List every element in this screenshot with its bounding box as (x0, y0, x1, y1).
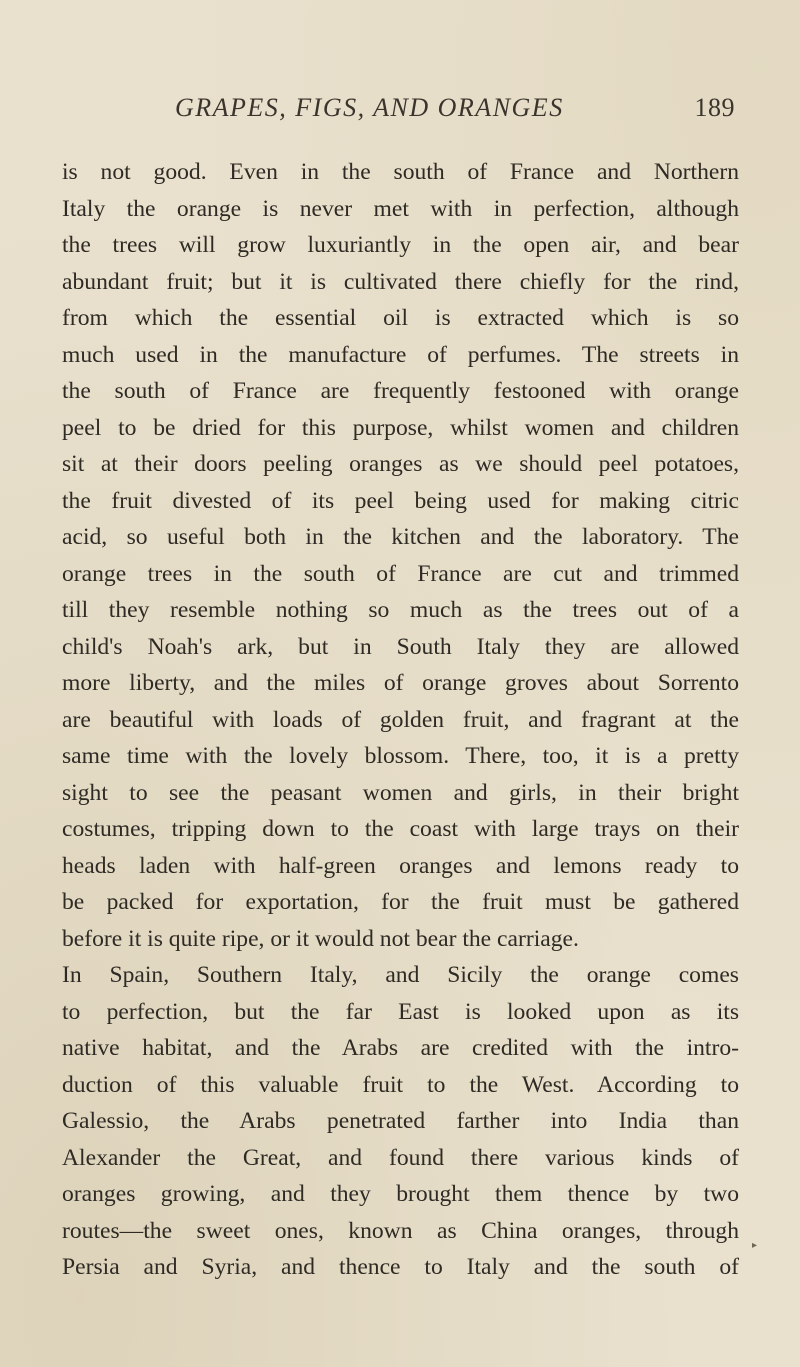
text-line: duction of this valuable fruit to the West. According to (62, 1071, 739, 1098)
paragraph-start-line: In Spain, Southern Italy, and Sicily the orange comes (62, 962, 739, 988)
text-line: orange trees in the south of France are cut and trimmed (62, 560, 739, 587)
text-line: from which the essential oil is extracted which is so (62, 305, 739, 331)
text-line: the fruit divested of its peel being used for making citric (62, 487, 739, 514)
text-line: are beautiful with loads of golden fruit, and fragrant at the (62, 706, 739, 733)
text-line: be packed for exportation, for the fruit must be gathered (62, 889, 739, 915)
text-line: the south of France are frequently festooned with orange (62, 378, 739, 404)
text-line: heads laden with half-green oranges and lemons ready to (62, 852, 739, 879)
text-line: more liberty, and the miles of orange groves about Sorrento (62, 670, 739, 696)
body-text (62, 154, 739, 1286)
text-line: to perfection, but the far East is looked upon as its (62, 998, 739, 1025)
text-line: much used in the manufacture of perfumes. The streets in (62, 341, 739, 368)
text-line: oranges growing, and they brought them thence by two (62, 1181, 739, 1207)
text-line: Alexander the Great, and found there various kinds of (62, 1144, 739, 1171)
text-line: is not good. Even in the south of France and Northern (62, 159, 739, 185)
text-line: sit at their doors peeling oranges as we should peel potatoes, (62, 451, 739, 477)
text-line: peel to be dried for this purpose, whilst women and children (62, 414, 739, 441)
text-line: abundant fruit; but it is cultivated there chiefly for the rind, (62, 268, 739, 295)
page-number: 189 (694, 93, 735, 122)
text-line: acid, so useful both in the kitchen and the laboratory. The (62, 524, 739, 550)
text-line: native habitat, and the Arabs are credited with the intro- (62, 1035, 739, 1061)
text-line: same time with the lovely blossom. There, too, it is a pretty (62, 743, 739, 769)
text-line: costumes, tripping down to the coast with large trays on their (62, 816, 739, 842)
text-line: the trees will grow luxuriantly in the open air, and bear (62, 232, 739, 258)
running-head (175, 93, 735, 133)
text-line: Persia and Syria, and thence to Italy and the south of (62, 1254, 739, 1280)
margin-mark-icon: ▸ (752, 1240, 758, 1251)
text-line: Galessio, the Arabs penetrated farther into India than (62, 1108, 739, 1134)
text-line: before it is quite ripe, or it would not bear the carriage. (62, 925, 579, 952)
text-line: Italy the orange is never met with in perfection, although (62, 195, 739, 222)
text-line: till they resemble nothing so much as the trees out of a (62, 597, 739, 623)
text-line: routes—the sweet ones, known as China oranges, through (62, 1217, 739, 1244)
running-title: GRAPES, FIGS, AND ORANGES (175, 93, 564, 122)
text-line: child's Noah's ark, but in South Italy they are allowed (62, 633, 739, 660)
text-line: sight to see the peasant women and girls, in their bright (62, 779, 739, 806)
